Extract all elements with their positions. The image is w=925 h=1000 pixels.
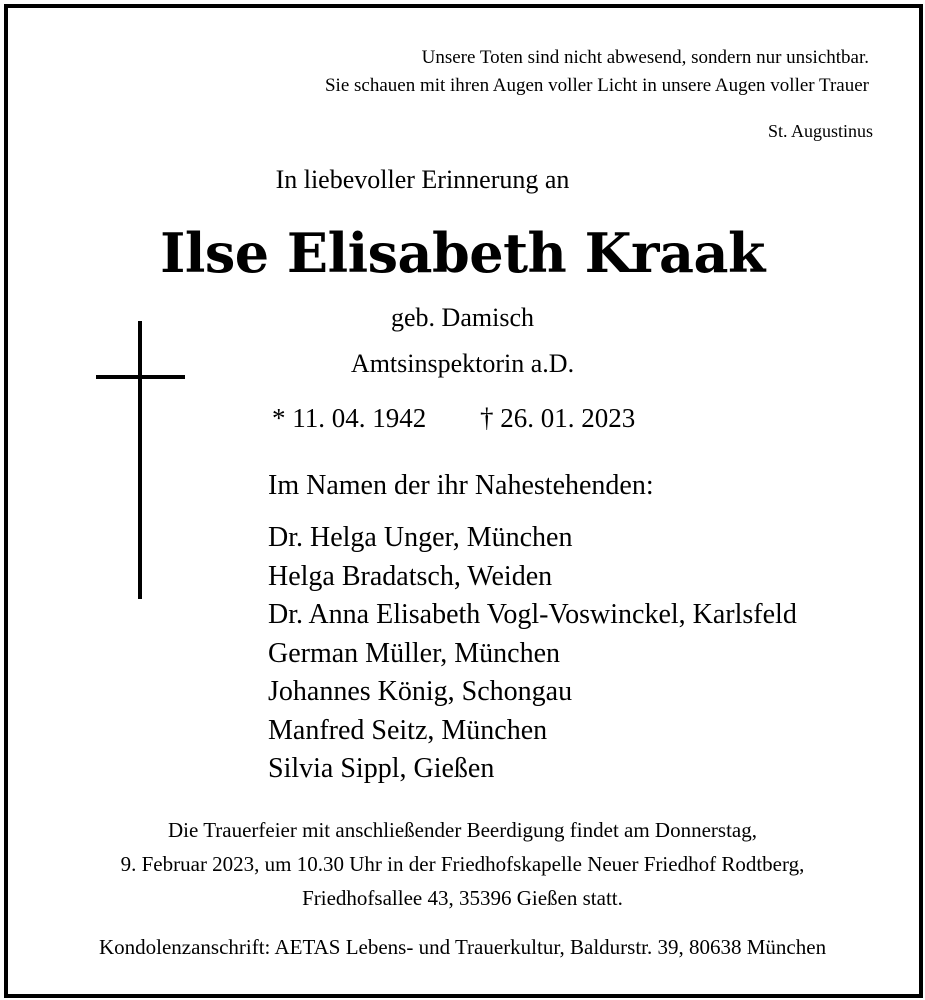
mourner-name: Manfred Seitz, München (268, 715, 548, 746)
mourner-name: Silvia Sippl, Gießen (268, 753, 495, 784)
mourner-name: Dr. Helga Unger, München (268, 522, 573, 553)
quote-line-1: Unsere Toten sind nicht abwesend, sondern nur unsichtbar. (421, 47, 869, 68)
death-date: † 26. 01. 2023 (480, 403, 636, 433)
funeral-line-3: Friedhofsallee 43, 35396 Gießen statt. (302, 886, 623, 910)
quote-line-2: Sie schauen mit ihren Augen voller Licht in unsere Augen voller Trauer (324, 75, 869, 96)
deceased-name: Ilse Elisabeth Kraak (160, 221, 765, 285)
intro-text: In liebevoller Erinnerung an (275, 165, 570, 194)
mourner-name: Dr. Anna Elisabeth Vogl-Voswinckel, Karlsfeld (268, 599, 797, 630)
funeral-line-2: 9. Februar 2023, um 10.30 Uhr in der Friedhofskapelle Neuer Friedhof Rodtberg, (120, 852, 805, 876)
quote-author: St. Augustinus (767, 121, 873, 141)
maiden-name: geb. Damisch (391, 303, 534, 332)
mourner-name: Helga Bradatsch, Weiden (268, 561, 553, 592)
professional-title: Amtsinspektorin a.D. (350, 349, 575, 378)
mourner-name: Johannes König, Schongau (268, 676, 573, 707)
funeral-line-1: Die Trauerfeier mit anschließender Beerdigung findet am Donnerstag, (168, 818, 757, 842)
cross-icon (138, 321, 142, 599)
birth-date: * 11. 04. 1942 (272, 403, 427, 433)
mourner-name: German Müller, München (268, 638, 561, 669)
condolence-address: Kondolenzanschrift: AETAS Lebens- und Trauerkultur, Baldurstr. 39, 80638 München (98, 935, 827, 959)
mourners-heading: Im Namen der ihr Nahestehenden: (268, 470, 654, 501)
cross-icon-bar (96, 375, 185, 379)
